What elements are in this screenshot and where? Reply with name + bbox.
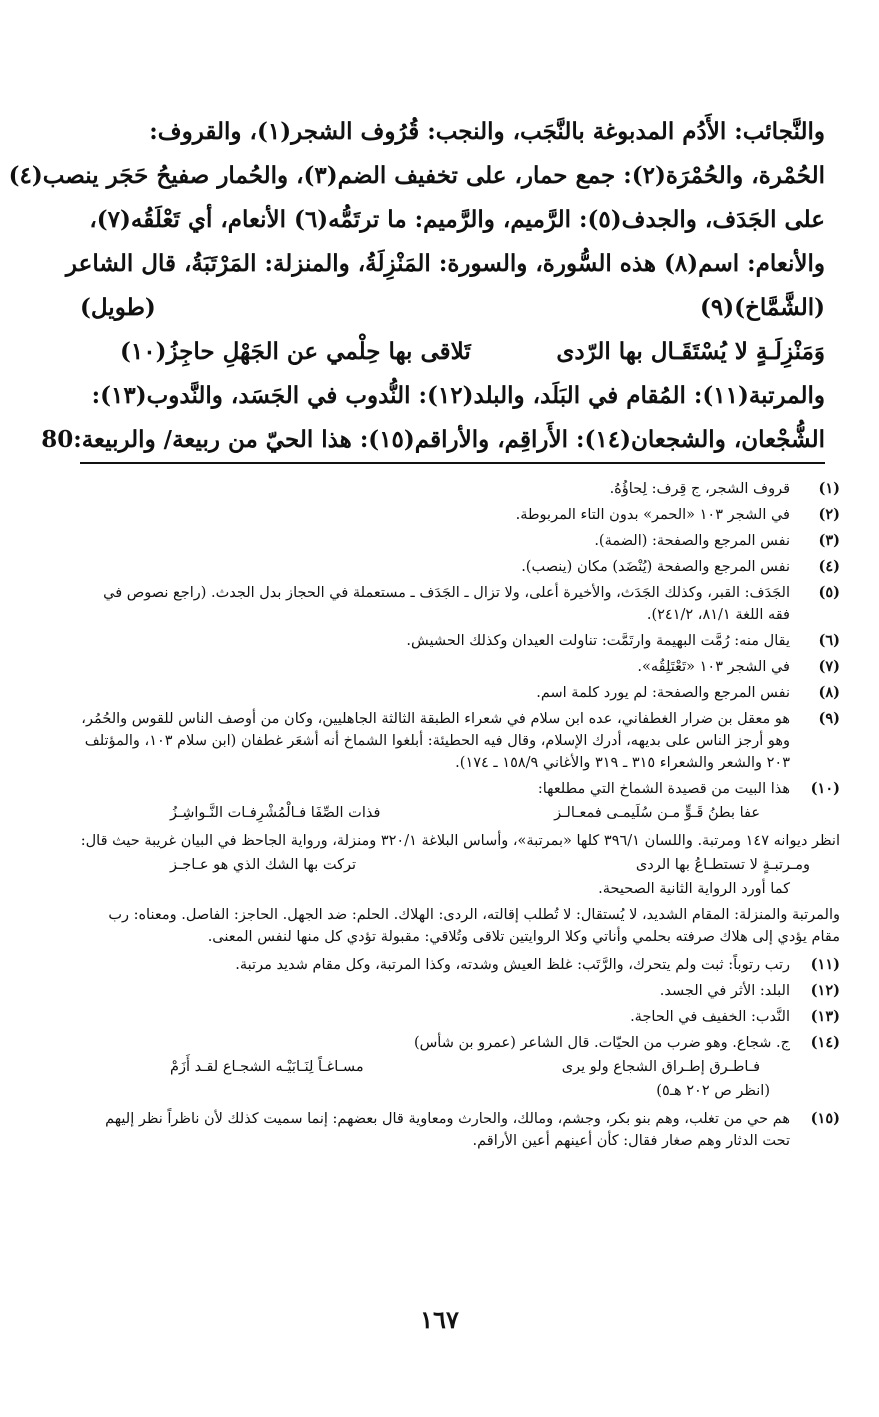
footnote-number: (١٠) — [810, 780, 840, 797]
footnote-text: هم حي من تغلب، وهم بنو بكر، وجشم، ومالك، والحارث ومعاوية قال بعضهم: إنما سميت كذلك لأن ناظراً نظر إليهم تحت الدثار وهم صغار فقال: كأن أعينهم أعين الأراقم. — [105, 1111, 790, 1149]
poet-name: (الشَّمَّاخ)(٩) — [700, 294, 825, 321]
footnote-paragraph: انظر ديوانه ١٤٧ ومرتبة. واللسان ٣٩٦/١ كلها «بمرتبة»، وأساس البلاغة ٣٢٠/١ ومنزلة، ورواية الجاحظ في البيان غريبة حيث قال: — [80, 833, 840, 849]
footnote-text: قروف الشجر، ج قِرف: لِحاؤُهُ. — [609, 481, 790, 497]
page-number: ١٦٧ — [420, 1305, 459, 1334]
footnote-number: (٧) — [818, 658, 840, 675]
footnote — [80, 656, 840, 678]
footnote-number: (١٢) — [810, 982, 840, 999]
verse-first-hemistich: فـاطـرق إطـراق الشجاع ولو يرى — [561, 1059, 760, 1075]
verse-second-hemistich: تركت بها الشك الذي هو عـاجـز — [170, 857, 357, 873]
footnote-10-body — [80, 778, 790, 826]
last-line-text: الشُّجْعان، والشجعان(١٤): الأَراقِم، والأراقم(١٥): هذا الحيّ من ربيعة/ والربيعة: — [73, 426, 825, 453]
footnote — [80, 582, 840, 626]
footnote-number: (٤) — [818, 558, 840, 575]
footnote-reference: (انظر ص ٢٠٢ هـ٥) — [656, 1083, 770, 1099]
footnote — [80, 682, 840, 704]
footnote — [80, 478, 840, 500]
footnote — [80, 530, 840, 552]
main-line-7: والمرتبة(١١): المُقام في البَلَد، والبلد(١٢): النُّدوب في الجَسَد، والنَّدوب(١٣): — [91, 382, 825, 409]
footnotes — [80, 478, 840, 1156]
footnote-10 — [80, 778, 840, 826]
footnote-14-body — [80, 1032, 790, 1102]
footnote — [80, 1006, 840, 1028]
main-line-2: الحُمْرة، والحُمْرَة(٢): جمع حمار، على تخفيف الضم(٣)، والحُمار صفيحُ حَجَر ينصب(٤) — [8, 162, 825, 189]
footnote-number: (١١) — [810, 956, 840, 973]
margin-reference: 80 — [41, 426, 74, 453]
quoted-verse — [80, 802, 790, 824]
main-line-last — [41, 418, 825, 464]
footnote-text: في الشجر ١٠٣ «الحمر» بدون التاء المربوطة. — [515, 507, 790, 523]
footnote-text: نفس المرجع والصفحة: (الضمة). — [594, 533, 790, 549]
footnote-number: (٩) — [818, 710, 840, 727]
footnote — [80, 556, 840, 578]
footnote-text: نفس المرجع والصفحة: لم يورد كلمة اسم. — [536, 685, 790, 701]
footnote-number: (٦) — [818, 632, 840, 649]
footnote-text: ج. شجاع. وهو ضرب من الحيّات. قال الشاعر (عمرو بن شأس) — [413, 1035, 790, 1051]
footnote — [80, 504, 840, 526]
verse-first-hemistich: ومـرتبـةٍ لا تستطـاعُ بها الردى — [635, 857, 810, 873]
verse-second-hemistich: تَلاقى بها حِلْمي عن الجَهْلِ حاجِزُ(١٠) — [120, 338, 471, 365]
footnote-number: (٨) — [818, 684, 840, 701]
main-line-1: والنَّجائب: الأَدُم المدبوغة بالنَّجَب، والنجب: قُرُوف الشجر(١)، والقروف: — [149, 118, 825, 145]
footnote-number: (١٥) — [810, 1110, 840, 1127]
footnote-paragraph: والمرتبة والمنزلة: المقام الشديد، لا يُستقال: لا تُطلب إقالته، الردى: الهلاك. الحلم: ضد الجهل. الحاجز: الفاصل. ومعناه: رب مقام يؤدي إلى هلاك صرفته بحلمي وأناتي وكلا الروايتين تلاقى وتُلاقي: مقبولة تؤدي كل منها لنفس المعنى. — [108, 907, 840, 945]
footnote — [80, 708, 840, 774]
footnote-text: يقال منه: رُمَّت البهيمة وارتَمَّت: تناولت العيدان وكذلك الحشيش. — [406, 633, 790, 649]
poet-line — [80, 286, 825, 330]
footnote — [80, 980, 840, 1002]
verse-line — [80, 330, 825, 374]
footnote — [80, 630, 840, 652]
footnote-text: رتب رتوباً: ثبت ولم يتحرك، والرَّتَب: غلظ العيش وشدته، وكذا المرتبة، وكل مقام شديد مرتبة. — [235, 957, 790, 973]
quoted-verse — [80, 1056, 790, 1078]
verse-second-hemistich: فذات الصِّفَا فـالْمُشْرِفـات النَّـواشِـزُ — [170, 805, 381, 821]
footnote-text: البلد: الأثر في الجسد. — [659, 983, 790, 999]
main-line-3: على الجَدَف، والجدف(٥): الرَّميم، والرَّميم: ما ترتَمُّه(٦) الأنعام، أي تَعْلَقُه(٧)، — [89, 206, 825, 233]
footnote-text: هذا البيت من قصيدة الشماخ التي مطلعها: — [537, 781, 790, 797]
footnote-number: (١٤) — [810, 1034, 840, 1051]
footnote-text: النَّدب: الخفيف في الحاجة. — [630, 1009, 790, 1025]
footnote-text: الجَدَف: القبر، وكذلك الجَدَث، والأخيرة أعلى، ولا تزال ـ الجَدَف ـ مستعملة في الحجاز بدل الجدث. (راجع نصوص في فقه اللغة ٨١/١، ٢٤١/٢). — [103, 585, 790, 623]
footnote-number: (٣) — [818, 532, 840, 549]
meter-label: (طويل) — [80, 294, 156, 321]
footnote-number: (١٣) — [810, 1008, 840, 1025]
footnote — [80, 954, 840, 976]
verse-first-hemistich: وَمَنْزِلَـةٍ لا يُسْتَقَـال بها الرّدى — [556, 338, 825, 365]
main-line-4: والأنعام: اسم(٨) هذه السُّورة، والسورة: المَنْزِلَةُ، والمنزلة: المَرْتَبَةُ، قال الشاعر — [65, 250, 825, 277]
footnote-text: هو معقل بن ضرار الغطفاني، عده ابن سلام في شعراء الطبقة الثالثة الجاهليين، وكان من أوصف الناس للقوس والحُمُر، وهو أرجز الناس على بديهه، أدرك الإسلام، وقال فيه الحطيئة: أبلغوا الشماخ أنه أشعَر غطفان (ابن سلام ١٠٣، والمؤتلف ٢٠٣ والشعر والشعراء ٣١٥ ـ ٣١٩ والأغاني ١٥٨/٩ ـ ١٧٤). — [81, 711, 790, 771]
footnote-number: (٥) — [818, 584, 840, 601]
footnote-number: (١) — [818, 480, 840, 497]
footnote-text: في الشجر ١٠٣ «تَعْتَلِقُه». — [637, 659, 790, 675]
main-text — [8, 110, 825, 464]
footnote-text: نفس المرجع والصفحة (يُنْضَد) مكان (ينصب). — [521, 559, 790, 575]
verse-second-hemistich: مسـاغـاً لِنَـابَيْـه الشجـاع لقـد أَزَمْ — [170, 1059, 364, 1075]
footnote-paragraph: كما أورد الرواية الثانية الصحيحة. — [598, 881, 790, 897]
footnote — [80, 1108, 840, 1152]
footnote-number: (٢) — [818, 506, 840, 523]
quoted-verse — [80, 854, 840, 876]
verse-first-hemistich: عفا بطنُ قَـوٍّ مـن سُلَيمـى فمعـالـز — [554, 805, 760, 821]
footnote-14 — [80, 1032, 840, 1102]
